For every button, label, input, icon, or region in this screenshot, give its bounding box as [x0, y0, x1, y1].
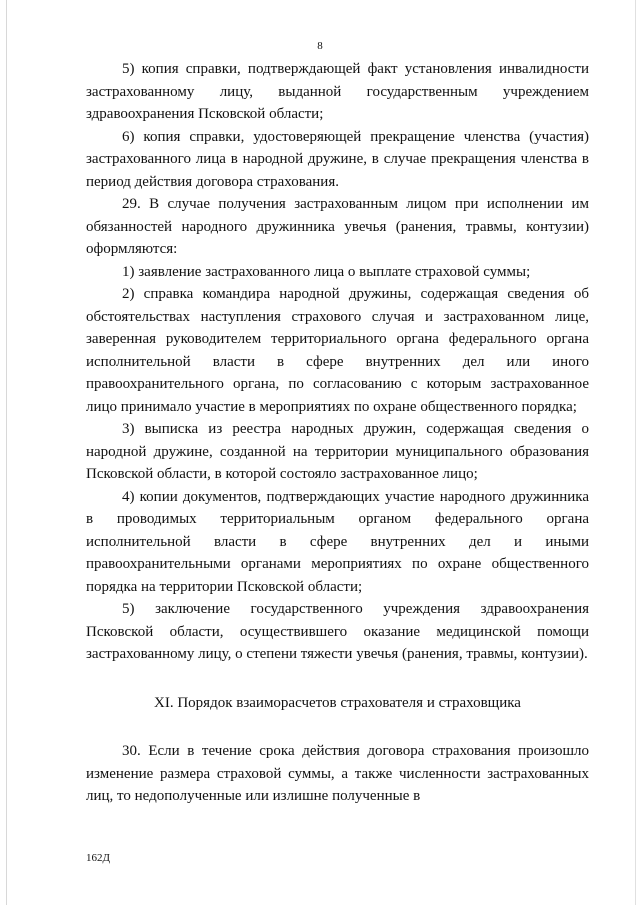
clause-29-item-2: 2) справка командира народной дружины, содержащая сведения об обстоятельствах наступления страхового случая и застрахованном лице, заверенная руководителем территориального органа федерального органа исполнительной власти в сфере внутренних дел или иного правоохранительного органа, по согласованию с которым застрахованное лицо принимало участие в мероприятиях по охране общественного порядка;	[86, 286, 589, 415]
list-item-6-membership-termination: 6) копия справки, удостоверяющей прекращение членства (участия) застрахованного лица в народной дружине, в случае прекращения членства в период действия договора страхования.	[86, 128, 589, 190]
clause-29-intro: 29. В случае получения застрахованным лицом при исполнении им обязанностей народного дружинника увечья (ранения, травмы, контузии) оформляются:	[86, 196, 589, 257]
clause-29-item-4: 4) копии документов, подтверждающих участие народного дружинника в проводимых территориальным органом федерального органа исполнительной власти в сфере внутренних дел и иными правоохранительными органами мероприятиях по охране общественного порядка на территории Псковской области;	[86, 488, 589, 595]
clause-29-item-1: 1) заявление застрахованного лица о выплате страховой суммы;	[122, 263, 531, 280]
page-number: 8	[317, 40, 323, 52]
scan-edge-right	[635, 0, 636, 905]
clause-30-text: 30. Если в течение срока действия договора страхования произошло изменение размера страховой суммы, а также численности застрахованных лиц, то недополученные или излишне полученные в	[86, 743, 589, 804]
document-body	[86, 58, 589, 808]
footer-document-code: 162Д	[86, 852, 111, 864]
list-item-5-disability-certificate: 5) копия справки, подтверждающей факт установления инвалидности застрахованному лицу, выданной государственным учреждением здравоохранения Псковской области;	[86, 61, 589, 122]
clause-29-item-3: 3) выписка из реестра народных дружин, содержащая сведения о народной дружине, созданной на территории муниципального образования Псковской области, в которой состояло застрахованное лицо;	[86, 421, 589, 482]
clause-29-item-5: 5) заключение государственного учреждения здравоохранения Псковской области, осуществившего оказание медицинской помощи застрахованному лицу, о степени тяжести увечья (ранения, травмы, контузии).	[86, 601, 589, 662]
scan-edge-left	[6, 0, 7, 905]
section-xi-heading: XI. Порядок взаиморасчетов страхователя и страховщика	[154, 694, 521, 711]
